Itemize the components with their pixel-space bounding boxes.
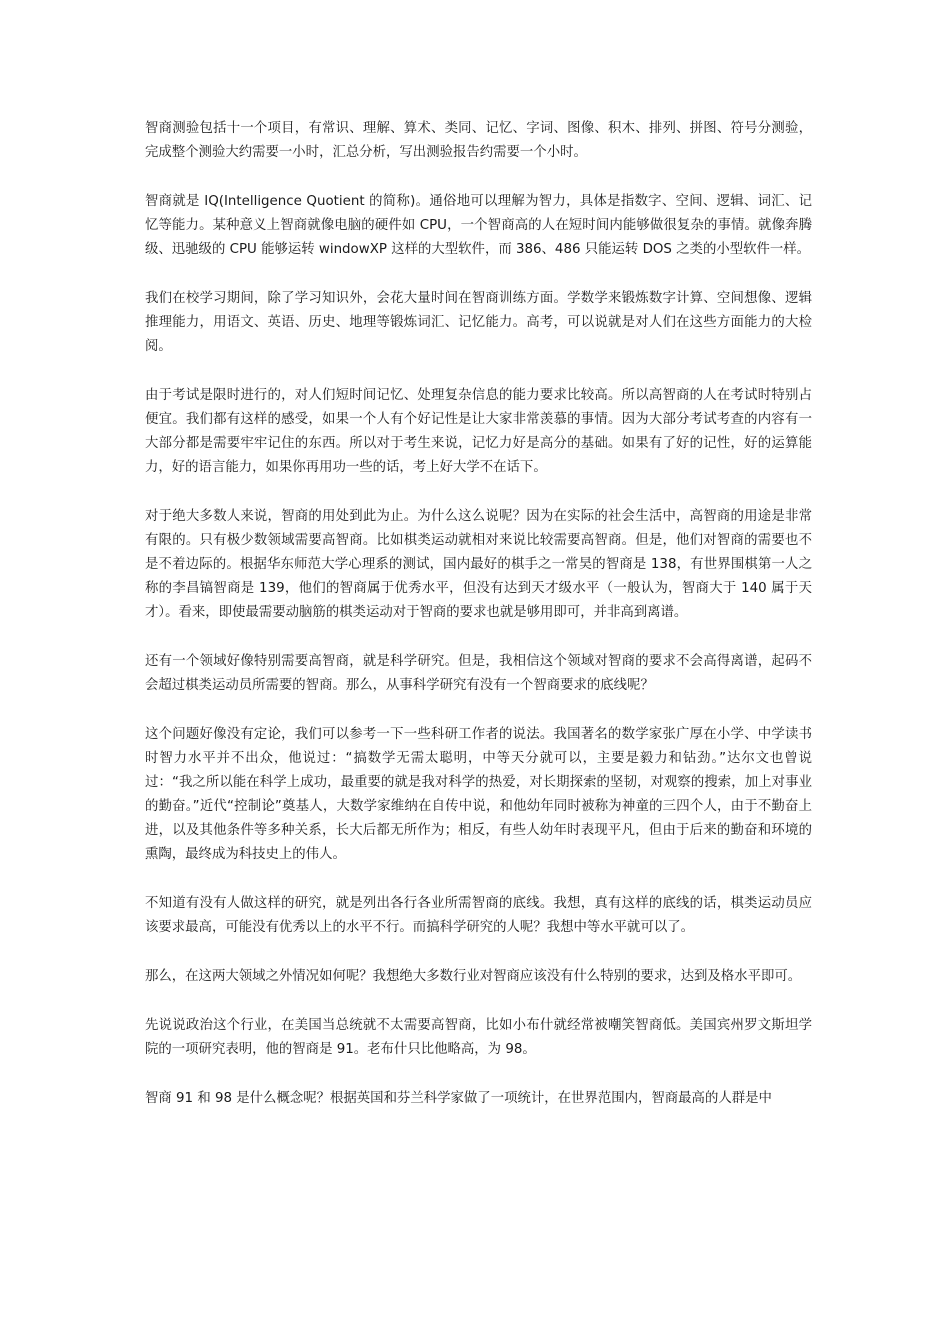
- paragraph-iq-91-98: 智商 91 和 98 是什么概念呢？根据英国和芬兰科学家做了一项统计，在世界范围内，智商最高的人群是中: [145, 1091, 772, 1106]
- paragraph-politics: 先说说政治这个行业，在美国当总统就不太需要高智商，比如小布什就经常被嘲笑智商低。美国宾州罗文斯坦学院的一项研究表明，他的智商是 91。老布什只比他略高，为 98。: [145, 1018, 812, 1057]
- paragraph-chess-iq: 对于绝大多数人来说，智商的用处到此为止。为什么这么说呢？因为在实际的社会生活中，高智商的用途是非常有限的。只有极少数领域需要高智商。比如棋类运动就相对来说比较需要高智商。但是，他们对智商的需要也不是不着边际的。根据华东师范大学心理系的测试，国内最好的棋手之一常昊的智商是 138，有世界围棋第一人之称的李昌镐智商是 139，他们的智商属于优秀水平，但没有达到天才级水平（一般认为，智商大于 140 属于天才）。看来，即使最需要动脑筋的棋类运动对于智商的要求也就是够用即可，并非高到离谱。: [145, 509, 812, 620]
- paragraph-iq-definition: 智商就是 IQ(Intelligence Quotient 的简称)。通俗地可以理解为智力，具体是指数字、空间、逻辑、词汇、记忆等能力。某种意义上智商就像电脑的硬件如 CPU，一个智商高的人在短时间内能够做很复杂的事情。就像奔腾级、迅驰级的 CPU 能够运转 windowXP 这样的大型软件，而 386、486 只能运转 DOS 之类的小型软件一样。: [145, 194, 812, 257]
- paragraph-other-fields: 那么，在这两大领域之外情况如何呢？我想绝大多数行业对智商应该没有什么特别的要求，达到及格水平即可。: [145, 969, 802, 984]
- paragraph-iq-baseline: 不知道有没有人做这样的研究，就是列出各行各业所需智商的底线。我想，真有这样的底线的话，棋类运动员应该要求最高，可能没有优秀以上的水平不行。而搞科学研究的人呢？我想中等水平就可以了。: [145, 896, 812, 935]
- paragraph-exams-memory: 由于考试是限时进行的，对人们短时间记忆、处理复杂信息的能力要求比较高。所以高智商的人在考试时特别占便宜。我们都有这样的感受，如果一个人有个好记性是让大家非常羡慕的事情。因为大部分考试考查的内容有一大部分都是需要牢牢记住的东西。所以对于考生来说，记忆力好是高分的基础。如果有了好的记性，好的运算能力，好的语言能力，如果你再用功一些的话，考上好大学不在话下。: [145, 388, 812, 475]
- paragraph-scientists-views: 这个问题好像没有定论，我们可以参考一下一些科研工作者的说法。我国著名的数学家张广厚在小学、中学读书时智力水平并不出众，他说过：“搞数学无需太聪明，中等天分就可以，主要是毅力和钻劲。”达尔文也曾说过：“我之所以能在科学上成功，最重要的就是我对科学的热爱，对长期探索的坚韧，对观察的搜索，加上对事业的勤奋。”近代“控制论”奠基人，大数学家维纳在自传中说，和他幼年同时被称为神童的三四个人，由于不勤奋上进，以及其他条件等多种关系，长大后都无所作为；相反，有些人幼年时表现平凡，但由于后来的勤奋和环境的熏陶，最终成为科技史上的伟人。: [145, 727, 812, 862]
- paragraph-school-training: 我们在校学习期间，除了学习知识外，会花大量时间在智商训练方面。学数学来锻炼数字计算、空间想像、逻辑推理能力，用语文、英语、历史、地理等锻炼词汇、记忆能力。高考，可以说就是对人们在这些方面能力的大检阅。: [145, 291, 812, 354]
- paragraph-science-research: 还有一个领域好像特别需要高智商，就是科学研究。但是，我相信这个领域对智商的要求不会高得离谱，起码不会超过棋类运动员所需要的智商。那么，从事科学研究有没有一个智商要求的底线呢？: [145, 654, 812, 693]
- paragraph-iq-test-items: 智商测验包括十一个项目，有常识、理解、算术、类同、记忆、字词、图像、积木、排列、拼图、符号分测验，完成整个测验大约需要一小时，汇总分析，写出测验报告约需要一个小时。: [145, 121, 812, 160]
- document-body: [145, 117, 812, 1136]
